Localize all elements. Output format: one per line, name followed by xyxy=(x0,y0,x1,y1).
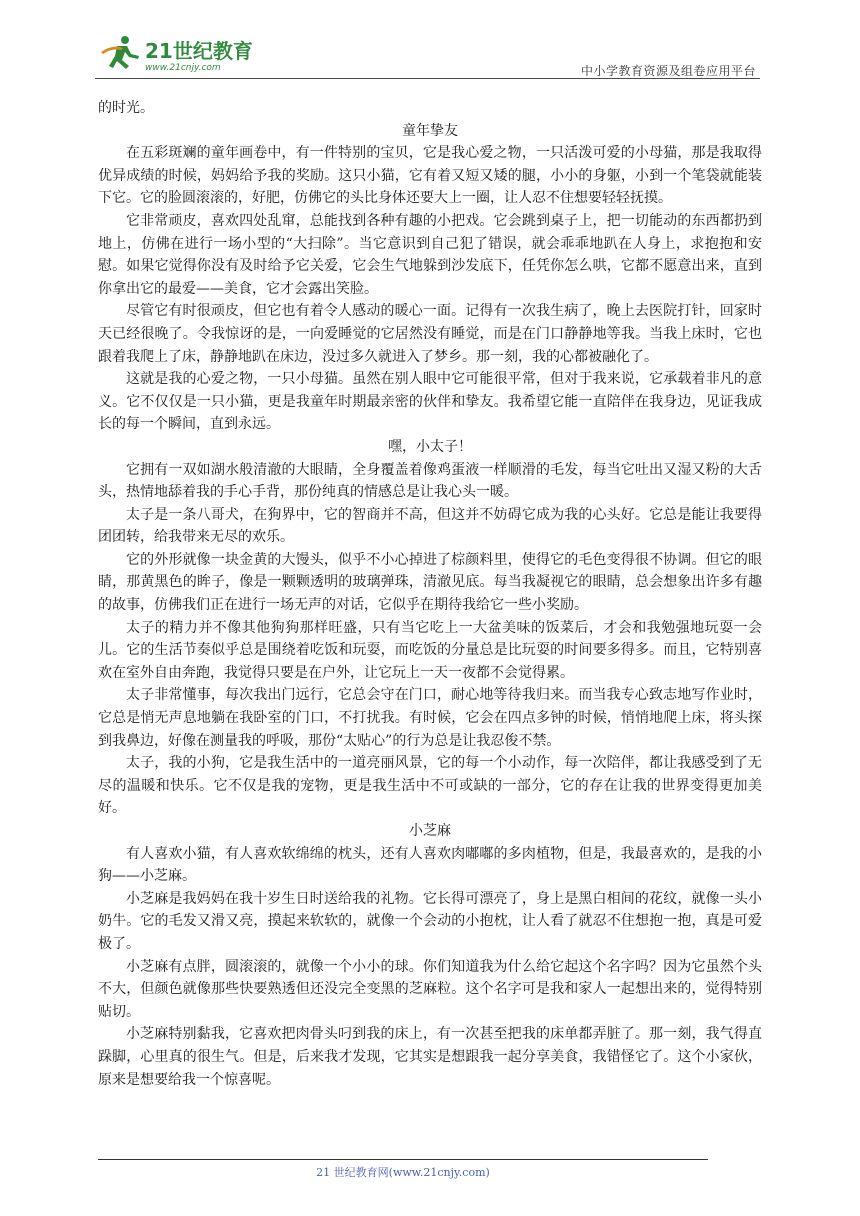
runner-icon xyxy=(101,36,139,69)
paragraph: 它的外形就像一块金黄的大馒头，似乎不小心掉进了棕颜料里，使得它的毛色变得很不协调。但它的眼睛，那黄黑色的眸子，像是一颗颗透明的玻璃弹珠，清澈见底。每当我凝视它的眼睛，总会想象出许多有趣的故事，仿佛我们正在进行一场无声的对话，它似乎在期待我给它一些小奖励。 xyxy=(98,551,762,614)
paragraph: 尽管它有时很顽皮，但它也有着令人感动的暖心一面。记得有一次我生病了，晚上去医院打针，回家时天已经很晚了。令我惊讶的是，一向爱睡觉的它居然没有睡觉，而是在门口静静地等我。当我上床时，它也跟着我爬上了床，静静地趴在床边，没过多久就进入了梦乡。那一刻，我的心都被融化了。 xyxy=(98,303,762,365)
paragraph: 它拥有一双如湖水般清澈的大眼睛，全身覆盖着像鸡蛋液一样顺滑的毛发，每当它吐出又湿又粉的大舌头，热情地舔着我的手心手背，那份纯真的情感总是让我心头一暖。 xyxy=(98,461,762,501)
section-title: 童年挚友 xyxy=(402,122,458,139)
paragraph: 小芝麻有点胖，圆滚滚的，就像一个小小的球。你们知道我为什么给它起这个名字吗？因为它虽然个头不大，但颜色就像那些快要熟透但还没完全变黑的芝麻粒。这个名字可是我和家人一起想出来的，觉得特别贴切。 xyxy=(98,958,762,1020)
paragraph: 太子的精力并不像其他狗狗那样旺盛，只有当它吃上一大盆美味的饭菜后，才会和我勉强地玩耍一会儿。它的生活节奏似乎总是围绕着吃饭和玩耍，而吃饭的分量总是比玩耍的时间要多得多。而且，它特别喜欢在室外自由奔跑，我觉得只要是在户外，让它玩上一天一夜都不会觉得累。 xyxy=(98,619,762,681)
footer-link[interactable]: 21 世纪教育网(www.21cnjy.com) xyxy=(316,1166,490,1179)
section-title: 小芝麻 xyxy=(409,823,451,839)
paragraph: 太子非常懂事，每次我出门远行，它总会守在门口，耐心地等待我归来。而当我专心致志地写作业时，它总是悄无声息地躺在我卧室的门口，不打扰我。有时候，它会在四点多钟的时候，悄悄地爬上床，将头探到我鼻边，好像在测量我的呼吸，那份“太贴心”的行为总是让我忍俊不禁。 xyxy=(98,687,762,749)
header-divider xyxy=(95,78,760,79)
paragraph: 它非常顽皮，喜欢四处乱窜，总能找到各种有趣的小把戏。它会跳到桌子上，把一切能动的东西都扔到地上，仿佛在进行一场小型的“大扫除”。当它意识到自己犯了错误，就会乖乖地趴在人身上，求抱抱和安慰。如果它觉得你没有及时给予它关爱，它会生气地躲到沙发底下，任凭你怎么哄，它都不愿意出来，直到你拿出它的最爱——美食，它才会露出笑脸。 xyxy=(98,212,762,297)
paragraph: 太子，我的小狗，它是我生活中的一道亮丽风景，它的每一个小动作，每一次陪伴，都让我感受到了无尽的温暖和快乐。它不仅是我的宠物，更是我生活中不可或缺的一部分，它的存在让我的世界变得更加美好。 xyxy=(98,755,762,817)
article-body xyxy=(98,97,762,1091)
footer-divider xyxy=(98,1159,708,1160)
paragraph: 太子是一条八哥犬，在狗界中，它的智商并不高，但这并不妨碍它成为我的心头好。它总是能让我要得团团转，给我带来无尽的欢乐。 xyxy=(98,506,762,546)
header-tagline: 中小学教育资源及组卷应用平台 xyxy=(580,64,756,78)
intro-fragment: 的时光。 xyxy=(98,100,154,116)
paragraph: 有人喜欢小猫，有人喜欢软绵绵的枕头，还有人喜欢肉嘟嘟的多肉植物，但是，我最喜欢的，是我的小狗——小芝麻。 xyxy=(98,845,762,885)
site-logo[interactable] xyxy=(95,34,265,74)
paragraph: 这就是我的心爱之物，一只小母猫。虽然在别人眼中它可能很平常，但对于我来说，它承载着非凡的意义。它不仅仅是一只小猫，更是我童年时期最亲密的伙伴和挚友。我希望它能一直陪伴在我身边，见证我成长的每一个瞬间，直到永远。 xyxy=(98,371,762,433)
page-header xyxy=(95,28,760,80)
paragraph: 在五彩斑斓的童年画卷中，有一件特别的宝贝，它是我心爱之物，一只活泼可爱的小母猫，那是我取得优异成绩的时候，妈妈给予我的奖励。这只小猫，它有着又短又矮的腿，小小的身躯，小到一个笔袋就能装下它。它的脸圆滚滚的，好肥，仿佛它的头比身体还要大上一圈，让人忍不住想要轻轻抚摸。 xyxy=(98,145,762,207)
section-title: 嘿，小太子！ xyxy=(388,438,472,455)
paragraph: 小芝麻特别黏我，它喜欢把肉骨头叼到我的床上，有一次甚至把我的床单都弄脏了。那一刻，我气得直跺脚，心里真的很生气。但是，后来我才发现，它其实是想跟我一起分享美食，我错怪它了。这个小家伙，原来是想要给我一个惊喜呢。 xyxy=(98,1026,762,1088)
svg-text:21世纪教育: 21世纪教育 xyxy=(145,39,253,63)
svg-text:www.21cnjy.com: www.21cnjy.com xyxy=(145,63,221,73)
paragraph: 小芝麻是我妈妈在我十岁生日时送给我的礼物。它长得可漂亮了，身上是黑白相间的花纹，就像一头小奶牛。它的毛发又滑又亮，摸起来软软的，就像一个会动的小抱枕，让人看了就忍不住想抱一抱，真是可爱极了。 xyxy=(98,890,762,952)
